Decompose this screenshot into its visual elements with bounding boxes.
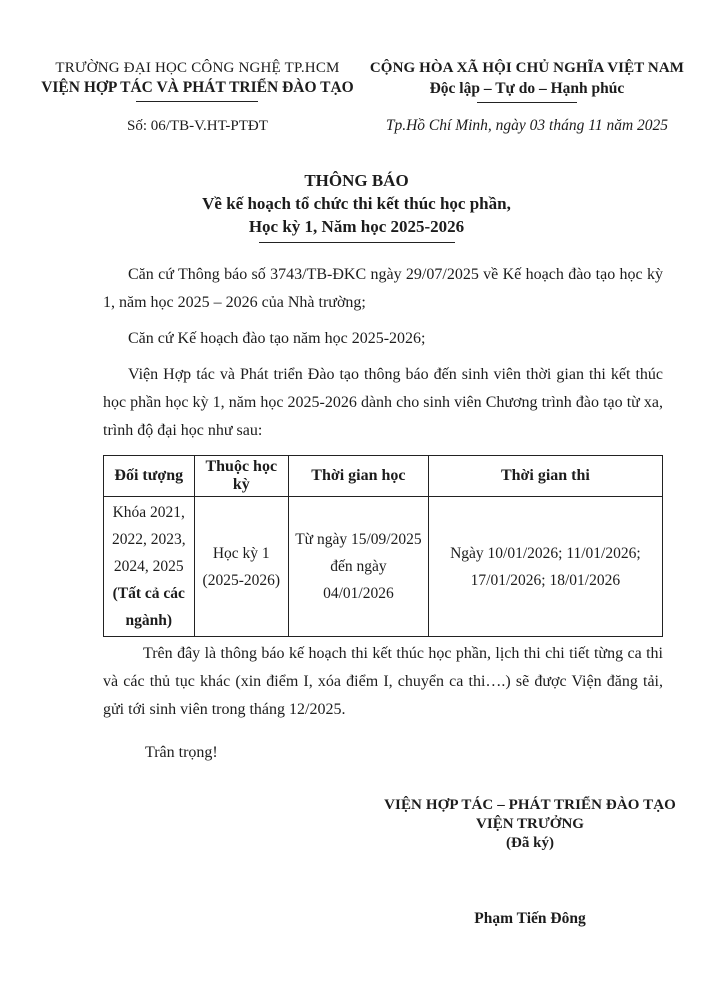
exam-time-line2: 17/01/2026; 18/01/2026 [470,571,621,589]
exam-schedule-table [103,455,663,637]
cell-exam-time [428,497,662,637]
document-title-block [0,171,713,243]
paragraph-details-notice: Trên đây là thông báo kế hoạch thi kết thúc học phần, lịch thi chi tiết từng ca thi và các thủ tục khác (xin điểm I, xóa điểm I, chuyển ca thi….) sẽ được Viện đăng tải, gửi tới sinh viên trong tháng 12/2025. [103,645,663,718]
university-name: TRƯỜNG ĐẠI HỌC CÔNG NGHỆ TP.HCM [55,60,340,76]
table-header-row [104,456,663,497]
study-time-line1: Từ ngày 15/09/2025 [295,531,422,548]
paragraph-basis-2: Căn cứ Kế hoạch đào tạo năm học 2025-2026; [128,330,426,347]
semester-line1: Học kỳ 1 [212,544,270,562]
issuing-org-block [36,60,359,135]
audience-cohorts: Khóa 2021, 2022, 2023, 2024, 2025 [111,504,186,575]
exam-time-line1: Ngày 10/01/2026; 11/01/2026; [450,544,641,562]
signer-name: Phạm Tiến Đông [474,910,586,927]
paragraph-announcement: Viện Hợp tác và Phát triển Đào tạo thông báo đến sinh viên thời gian thi kết thúc học phần học kỳ 1, năm học 2025-2026 dành cho sinh viên Chương trình đào tạo từ xa, trình độ đại học như sau: [103,366,663,439]
signed-annotation: (Đã ký) [506,835,554,851]
study-time-line2: đến ngày 04/01/2026 [323,558,394,602]
header-study-time: Thời gian học [289,456,429,497]
signature-position: VIỆN TRƯỞNG [476,816,584,832]
header-exam-time: Thời gian thi [428,456,662,497]
left-header-rule [136,101,258,102]
document-body [103,261,676,928]
signature-org: VIỆN HỢP TÁC – PHÁT TRIỂN ĐÀO TẠO [384,797,676,813]
document-header [0,60,713,135]
document-subtitle-line2: Học kỳ 1, Năm học 2025-2026 [248,217,465,236]
place-and-date: Tp.Hồ Chí Minh, ngày 03 tháng 11 năm 2025 [385,117,669,134]
right-header-rule [477,102,577,103]
institute-name: VIỆN HỢP TÁC VÀ PHÁT TRIỂN ĐÀO TẠO [41,79,354,96]
country-title: CỘNG HÒA XÃ HỘI CHỦ NGHĨA VIỆT NAM [369,60,685,76]
semester-line2: (2025-2026) [202,571,281,589]
cell-audience [104,497,195,637]
document-subtitle-line1: Về kế hoạch tổ chức thi kết thúc học phần, [202,194,511,213]
audience-note: (Tất cả các ngành) [112,585,185,629]
national-motto-block [359,60,695,135]
cell-semester [194,497,288,637]
cell-study-time [289,497,429,637]
header-audience: Đối tượng [104,456,195,497]
header-semester: Thuộc học kỳ [194,456,288,497]
document-ref-number: Số: 06/TB-V.HT-PTĐT [127,118,268,134]
signature-block [375,797,685,928]
national-motto: Độc lập – Tự do – Hạnh phúc [429,80,625,97]
closing-regards: Trân trọng! [145,744,218,761]
paragraph-basis-1: Căn cứ Thông báo số 3743/TB-ĐKC ngày 29/07/2025 về Kế hoạch đào tạo học kỳ 1, năm học 2025 – 2026 của Nhà trường; [103,266,663,311]
title-rule [259,242,455,243]
document-title: THÔNG BÁO [304,171,409,190]
table-row [104,497,663,637]
